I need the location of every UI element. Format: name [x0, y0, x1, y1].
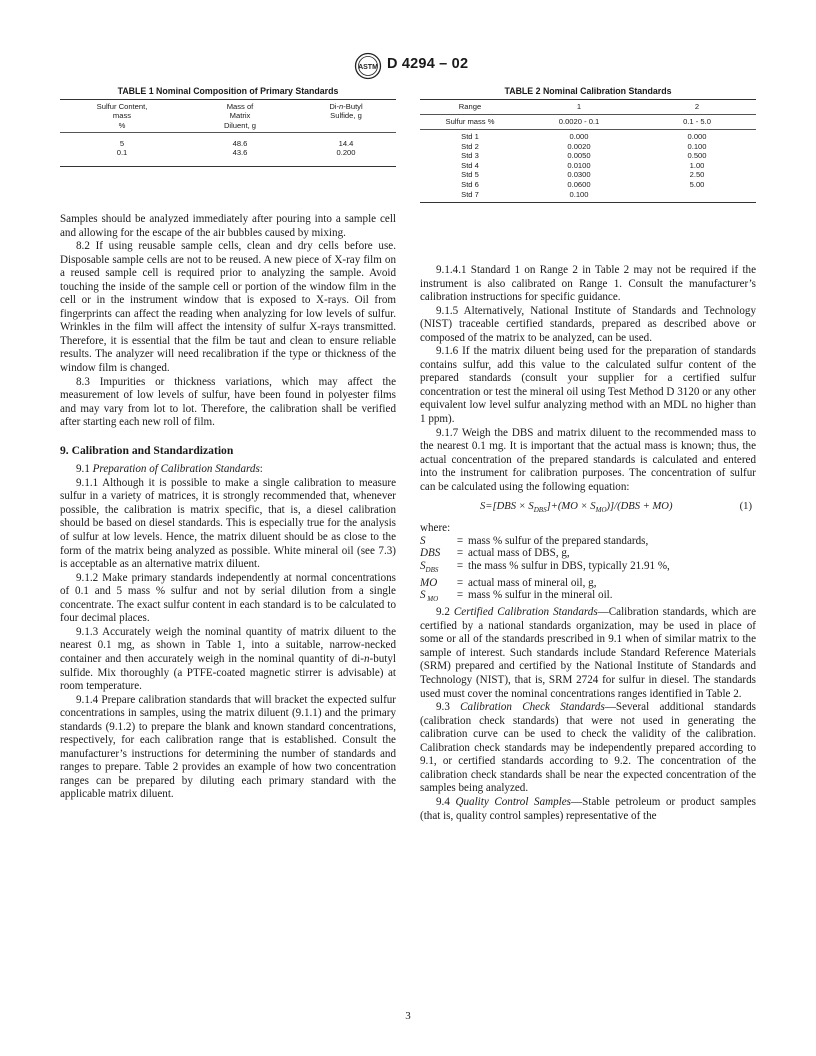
equation-expression: $S=[DBS \times S_{DBS}]+(MO \times S_{MO})]/(DBS + MO)$	[480, 501, 673, 515]
table-row: 5 48.6 14.4	[119, 139, 354, 149]
paragraph-9-4: 9.4 Quality Control Samples—Stable petroleum or product samples (that is, quality control samples) representative of the	[420, 795, 756, 822]
definition-row: $S_{DBS}$ = the mass % sulfur in DBS, typically 21.91 %,	[420, 560, 670, 575]
paragraph-9-1-4-1: 9.1.4.1 Standard 1 on Range 2 in Table 2 may not be required if the instrument is also calibrated on Range 1. Consult the manufacturer’s calibration instructions for specific guidance.	[420, 264, 756, 304]
table-row: Std 2 0.0020 0.100	[461, 141, 707, 151]
paragraph-9-1-1: 9.1.1 Although it is possible to make a single calibration to measure sulfur in a variety of matrices, it is strongly recommended that, whenever possible, the calibration is matrix specific, that is, a diesel calibration should be based on diesel standards. This is especially true for the analysis of sulfur at low levels. Hence, the matrix diluent should be as close to the form of the matrix being analyzed as possible. White mineral oil (see 7.3) is acceptable as an alternative matrix diluent.	[60, 476, 396, 571]
where-definitions: where: S = mass % sulfur of the prepared standards, DBS = actual mass of DBS, g, $S_{DBS}$ = the mass % sulfur in DBS, typically 21.91 %, MO = actual mass of mineral oil, g, S $_{MO}$ = mass % sulfur in the mineral oil.	[420, 522, 756, 606]
table-2-header-row: Range 1 2	[458, 102, 700, 111]
page-number: 3	[405, 1010, 411, 1022]
paragraph-9-2: 9.2 Certified Calibration Standards—Calibration standards, which are certified by a national standards organization, may be used in place of some or all of the standards prescribed in 9.1 when of similar matrix to the sample of interest. Such standards include Standard Reference Materials (SRM) prepared and certified by the National Institute of Standards and Technology (NIST), that is, SRM 2724 for sulfur in diesel. The standards used must cover the nominal concentrations ranges identified in Table 2.	[420, 606, 756, 700]
paragraph-9-1-6: 9.1.6 If the matrix diluent being used for the preparation of standards contains sulfur, add this value to the calculated sulfur content of the prepared standards (consult your supplier for a certified sulfur concentration or test the mineral oil using Test Method D 3120 or any other equivalent low level sulfur analyzing method with an MDL no higher than 1 ppm).	[420, 345, 756, 426]
paragraph-9-1-5: 9.1.5 Alternatively, National Institute of Standards and Technology (NIST) traceable certified standards, prepared as described above or composed of the matrix to be analyzed, can be used.	[420, 304, 756, 344]
table-1-header-cell: Di-n-Butyl Sulfide, g	[329, 102, 363, 121]
definition-row: DBS = actual mass of DBS, g,	[420, 547, 570, 560]
definition-row: S = mass % sulfur of the prepared standards,	[420, 534, 649, 547]
paragraph-9-3: 9.3 Calibration Check Standards—Several additional standards (calibration check standards) that were not used in generating the calibration curve can be used to check the validity of the calibration. Calibration check standards may be independently prepared according to 9.1, or certified standards according to 9.2. The concentration of the calibration check standards shall be near the expected concentration of the samples being analyzed.	[420, 701, 756, 795]
table-row: 0.1 43.6 0.200	[116, 148, 356, 158]
paragraph-8-3: 8.3 Impurities or thickness variations, which may affect the measurement of low levels of sulfur, have been found in polyester films and may vary from lot to lot. Therefore, the calibration shall be verified after starting each new roll of film.	[60, 375, 396, 429]
equation-1	[420, 498, 756, 516]
left-text-column	[60, 213, 396, 802]
paragraph-9-1-2: 9.1.2 Make primary standards independently at normal concentrations of 0.1 and 5 mass % sulfur and not by serial dilution from a single concentrate. The exact sulfur content in each standard is to be calculated to four decimal places.	[60, 571, 396, 625]
definition-row: S $_{MO}$ = mass % sulfur in the mineral oil.	[420, 589, 613, 604]
table-row: Std 7 0.100	[461, 189, 589, 199]
table-1-header-cell: Mass of Matrix Diluent, g	[223, 102, 257, 130]
paragraph-9-1: 9.1 Preparation of Calibration Standards:	[76, 463, 263, 476]
table-1-header-row	[60, 100, 396, 132]
table-row: Std 6 0.0600 5.00	[461, 179, 705, 189]
table-row: Std 3 0.0050 0.500	[461, 151, 707, 161]
table-1-caption: TABLE 1 Nominal Composition of Primary Standards	[117, 86, 339, 96]
table-2-subheader-row: Sulfur mass % 0.0020 - 0.1 0.1 - 5.0	[445, 117, 711, 126]
section-heading: 9. Calibration and Standardization	[60, 443, 234, 457]
paragraph-8-2: 8.2 If using reusable sample cells, clean and dry cells before use. Disposable sample cells are not to be reused. A new piece of X-ray film on a reused sample cell is required prior to analyzing the sample. Avoid touching the inside of the sample cell or portion of the window film in the cell or in the instrument window that is exposed to X-rays. Oil from fingerprints can affect the reading when analyzing for low levels of sulfur. Wrinkles in the film will affect the intensity of sulfur X-rays transmitted. Therefore, it is essential that the film be taut and clean to ensure reliable results. The analyzer will need recalibration if the type or thickness of the window film is changed.	[60, 240, 396, 375]
svg-text:ASTM: ASTM	[358, 64, 378, 71]
astm-logo-icon	[354, 52, 382, 80]
paragraph-9-1-4: 9.1.4 Prepare calibration standards that will bracket the expected sulfur concentrations in samples, using the matrix diluent (9.1.1) and the primary standards (9.1.2) to prepare the blank and known standard concentrations, respectively, for each calibration range that is established. Consult the manufacturer’s instructions for determining the number of standards and ranges to prepare. Table 2 provides an example of how two concentration ranges can be prepared by diluting each primary standard with the applicable matrix diluent.	[60, 693, 396, 801]
table-row: Std 1 0.000 0.000	[461, 132, 707, 141]
definition-row: MO = actual mass of mineral oil, g,	[420, 576, 597, 589]
equation-number: (1)	[739, 501, 752, 513]
paragraph-9-1-7: 9.1.7 Weigh the DBS and matrix diluent to the recommended mass to the nearest 0.1 mg. It is important that the actual mass is known; thus, the actual concentration of the prepared standards is calculated and entered into the instrument for calibration purposes. The concentration of sulfur can be calculated using the following equation:	[420, 426, 756, 493]
table-2-caption: TABLE 2 Nominal Calibration Standards	[504, 86, 672, 96]
table-row: Std 4 0.0100 1.00	[461, 160, 705, 170]
paragraph-9-1-3: 9.1.3 Accurately weigh the nominal quantity of matrix diluent to the nearest 0.1 mg, as shown in Table 1, into a suitable, narrow-necked container and then accurately weigh in the nominal quantity of di-n-butyl sulfide. Mix thoroughly (a PTFE-coated magnetic stirrer is advisable) at room temperature.	[60, 625, 396, 693]
table-row: Std 5 0.0300 2.50	[461, 170, 705, 180]
standard-designation: D 4294 – 02	[387, 56, 469, 72]
table-1	[60, 86, 396, 167]
page-header	[0, 52, 816, 80]
table-1-header-cell: Sulfur Content, mass %	[96, 102, 148, 130]
paragraph: Samples should be analyzed immediately after pouring into a sample cell and allowing for the escape of the air bubbles caused by mixing.	[60, 213, 396, 239]
table-2	[420, 86, 756, 203]
right-text-column	[420, 264, 756, 823]
